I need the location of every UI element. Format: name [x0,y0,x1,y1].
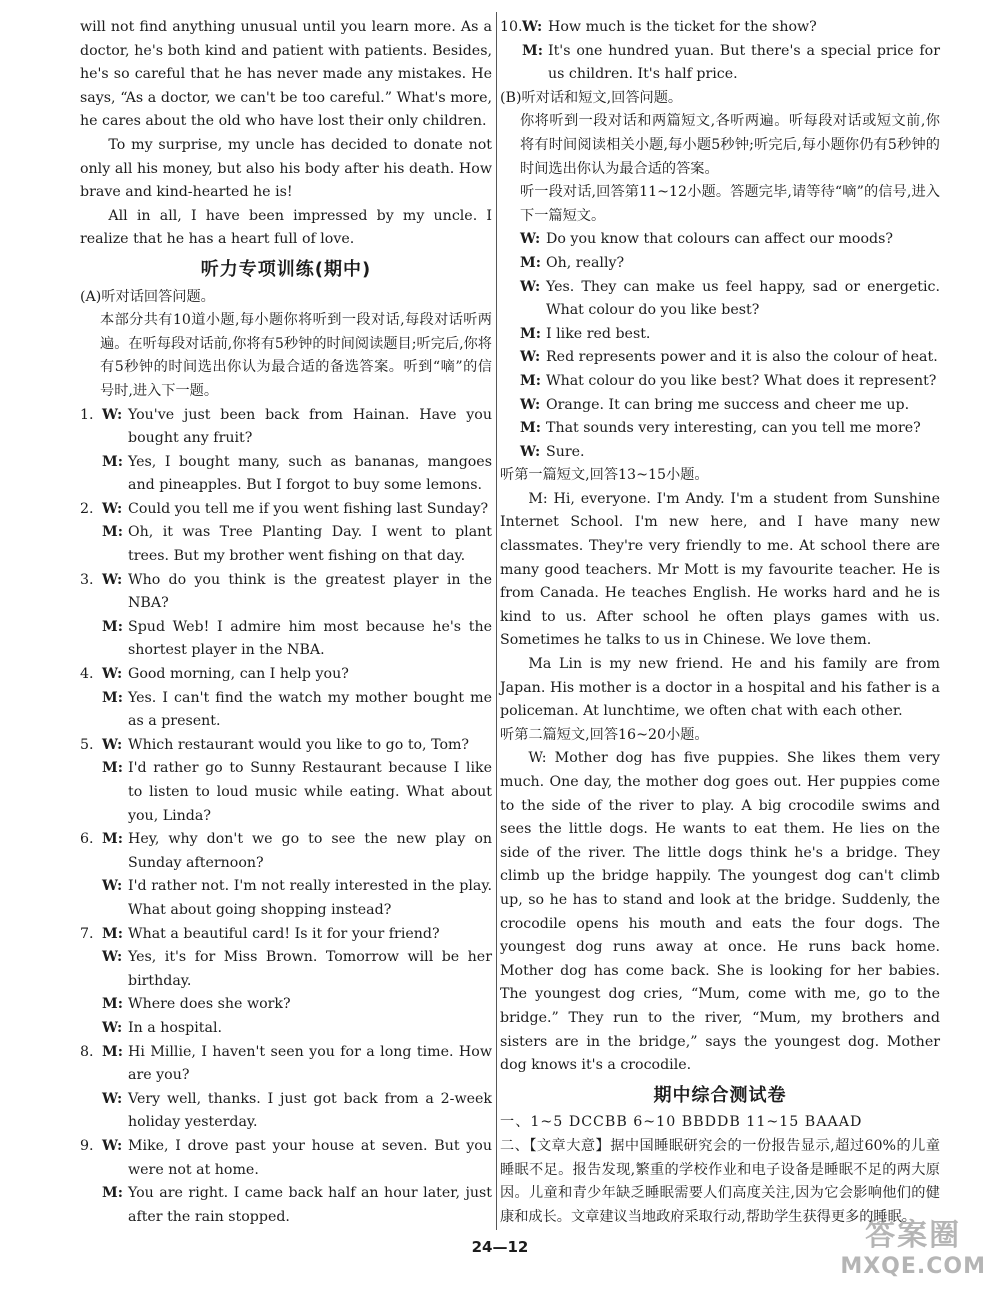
conversation-text: Red represents power and it is also the colour of heat. [546,349,938,366]
left-column [80,16,492,1229]
dialogue-line [80,687,492,734]
speaker-label: M: [102,453,123,470]
speaker-label: M: [520,372,541,389]
dialogue-line [80,875,492,922]
dialogue-line [80,404,492,451]
conversation-intro: 听一段对话,回答第11~12小题。答题完毕,请等待“嘀”的信号,进入下一篇短文。 [520,184,940,224]
dialogue-text: Which restaurant would you like to go to, Tom? [128,736,470,753]
dialogue-text: Hey, why don't we go to see the new play on Sunday afternoon? [128,831,492,871]
dialogue-text: I'd rather not. I'm not really interested in the play. What about going shopping instead? [128,878,492,918]
passage1-intro: 听第一篇短文,回答13~15小题。 [500,467,709,484]
dialogue-text: Mike, I drove past your house at seven. But you were not at home. [128,1137,492,1178]
speaker-label: W: [102,571,123,588]
conversation-line [520,417,940,441]
speaker-label: W: [520,443,541,460]
right-column [500,16,940,1229]
dialogue-text: You've just been back from Hainan. Have you bought any fruit? [128,406,492,447]
watermark-logo [840,1210,986,1279]
conversation-line [520,323,940,347]
part-b-heading: (B)听对话和短文,回答问题。 [500,89,683,106]
dialogue-line [80,569,492,616]
section-title: 听力专项训练(期中) [200,258,372,280]
essay-paragraph: All in all, I have been impressed by my uncle. I realize that he has a heart full of love. [80,207,492,248]
dialogue-text: Good morning, can I help you? [128,666,349,683]
conversation-line [520,394,940,418]
speaker-label: W: [102,666,123,683]
speaker-label: W: [520,396,541,413]
watermark-line1: 答案圈 [865,1218,962,1253]
dialogue-line [80,923,492,947]
speaker-label: W: [520,231,541,248]
dialogue-text: What a beautiful card! Is it for your friend? [128,925,440,942]
speaker-label: M: [520,254,541,271]
dialogue-text: You are right. I came back half an hour later, just after the rain stopped. [128,1185,492,1225]
conversation-line [520,346,940,370]
conversation-line [520,228,940,252]
dialogue-list [80,404,492,1230]
dialogue-line [80,663,492,687]
question-number: 3. [80,571,94,588]
speaker-label: M: [520,325,541,342]
speaker-label: W: [102,949,123,966]
dialogue-text: Where does she work? [128,996,291,1013]
speaker-label: W: [522,19,543,35]
essay-paragraph: To my surprise, my uncle has decided to donate not only all his money, but also his body after his death. How brave and kind-hearted he is! [80,136,492,201]
passage2-paragraph: W: Mother dog has five puppies. She likes them very much. One day, the mother dog goes out. Her puppies come to the side of the river to play. A big crocodile swims and sees the little dogs. He wants to eat them. He lies on the side of the river. The little dogs think he's a bridge. They climb up the bridge happily. The youngest dog can't climb up, so he has to stand and look at the bridge. Suddenly, the crocodile opens his mouth and eats the four dogs. The youngest dog runs away at once. He runs back home. Mother dog has come back. She is looking for her babies. The youngest dog cries, “Mum, come with me, go to the bridge.” They run to the river, “Mum, my brothers and sisters are in the bridge,” says the youngest dog. Mother dog knows it's a crocodile. [500,750,940,1074]
conversation-line [520,252,940,276]
conversation-line [520,276,940,323]
question-number: 9. [80,1137,94,1154]
speaker-label: M: [102,760,123,777]
speaker-label: M: [102,524,123,541]
dialogue-line [80,451,492,498]
dialogue-text: Oh, it was Tree Planting Day. I went to plant trees. But my brother went fishing on that day. [128,524,492,565]
speaker-label: W: [102,406,123,423]
dialogue-text: Who do you think is the greatest player in the NBA? [128,571,492,612]
speaker-label: M: [102,1043,123,1060]
passage1-paragraph: M: Hi, everyone. I'm Andy. I'm a student from Sunshine Internet School. I'm new here, and I have many new classmates. They're very friendly to me. At school there are many good teachers. Mr Mott is my favourite teacher. He is from Canada. He teaches English. He works hard and he is kind to us. After school he often plays games with us. Sometimes he talks to us in Chinese. We love them. [500,490,940,649]
speaker-label: W: [102,500,123,517]
speaker-label: M: [102,1185,123,1202]
dialogue-line [80,1017,492,1041]
question-number: 4. [80,666,94,683]
dialogue-line [80,734,492,758]
section2-text: 据中国睡眠研究会的一份报告显示,超过60%的儿童睡眠不足。报告发现,繁重的学校作业和电子设备是睡眠不足的两大原因。儿童和青少年缺乏睡眠需要人们高度关注,因为它会影响他们的健康和成长。文章建议当地政府采取行动,帮助学生获得更多的睡眠。 [500,1137,941,1225]
section2-label: 二、【文章大意】 [500,1137,611,1154]
speaker-label: W: [102,736,123,753]
question-number: 6. [80,831,94,848]
dialogue-text: Hi Millie, I haven't seen you for a long time. How are you? [128,1043,492,1084]
speaker-label: W: [102,1019,123,1036]
dialogue-line [80,616,492,663]
dialogue-line [80,946,492,993]
dialogue-text: Yes, it's for Miss Brown. Tomorrow will be her birthday. [128,949,492,989]
dialogue-text: Spud Web! I admire him most because he's the shortest player in the NBA. [128,618,492,659]
dialogue-line [80,1182,492,1229]
dialogue-line [80,1135,492,1182]
question-number: 8. [80,1043,94,1060]
passage1-paragraph: Ma Lin is my new friend. He and his family are from Japan. His mother is a doctor in a hospital and his father is a policeman. At lunchtime, we often chat with each other. [500,656,940,720]
dialogue-line [80,828,492,875]
question-number: 2. [80,500,94,517]
dialogue-text: Could you tell me if you went fishing last Sunday? [128,500,489,517]
question-number: 10. [500,19,523,35]
passage2-intro: 听第二篇短文,回答16~20小题。 [500,726,709,743]
question-number: 5. [80,736,94,753]
answers-line: 一、1~5 DCCBB 6~10 BBDDB 11~15 BAAAD [500,1114,863,1131]
part-b-instructions: 你将听到一段对话和两篇短文,各听两遍。听每段对话或短文前,你将有时间阅读相关小题,每小题5秒钟;听完后,每小题你仍有5秒钟的时间选出你认为最合适的答案。 [520,113,940,177]
part-a-heading: (A)听对话回答问题。 [80,288,215,305]
dialogue-line [80,1088,492,1135]
speaker-label: W: [102,1137,123,1154]
speaker-label: W: [102,1090,123,1107]
dialogue-text: Yes. I can't find the watch my mother bought me as a present. [128,689,492,730]
dialogue-line [80,1041,492,1088]
question-number: 1. [80,406,94,423]
dialogue-text: I'd rather go to Sunny Restaurant because I like to listen to loud music while eating. What about you, Linda? [128,760,492,824]
question-number: 7. [80,925,94,942]
conversation-text: That sounds very interesting, can you tell me more? [546,420,921,437]
page-number: 24—12 [471,1238,529,1256]
conversation-text: What colour do you like best? What does it represent? [546,372,937,389]
dialogue-text: In a hospital. [128,1019,223,1036]
speaker-label: M: [102,689,123,706]
dialogue-line [80,498,492,522]
speaker-label: M: [102,831,123,848]
exam-title: 期中综合测试卷 [653,1084,787,1106]
dialogue-line [80,757,492,828]
part-a-instructions: 本部分共有10道小题,每小题你将听到一段对话,每段对话听两遍。在听每段对话前,你将有5秒钟的时间阅读题目;听完后,你将有5秒钟的时间选出你认为最合适的备选答案。听到“嘀”的信号时,进入下一题。 [100,312,492,399]
speaker-label: M: [522,42,543,59]
watermark-line2: MXQE.COM [840,1254,986,1279]
conversation-text: Yes. They can make us feel happy, sad or energetic. What colour do you like best? [546,278,940,319]
dialogue-line [500,40,940,87]
conversation-text: Oh, really? [546,254,625,271]
conversation-text: Do you know that colours can affect our moods? [546,231,893,248]
dialogue-line [80,993,492,1017]
speaker-label: W: [520,278,541,295]
speaker-label: M: [520,420,541,437]
conversation-line [520,370,940,394]
speaker-label: M: [102,618,123,635]
dialogue-text: Yes, I bought many, such as bananas, mangoes and pineapples. But I forgot to buy some lemons. [128,453,492,494]
dialogue-line [500,16,940,40]
dialogue-line [80,521,492,568]
speaker-label: W: [520,349,541,366]
column-divider [496,12,497,1230]
conversation-text: I like red best. [546,325,651,342]
conversation-line [520,441,940,465]
conversation-text: Orange. It can bring me success and cheer me up. [546,396,910,413]
dialogue-text: How much is the ticket for the show? [548,19,817,35]
conversation-text: Sure. [546,443,585,460]
conversation-lines [500,228,940,464]
dialogue-10 [500,16,940,87]
speaker-label: W: [102,878,123,895]
dialogue-text: Very well, thanks. I just got back from a 2-week holiday yesterday. [128,1090,492,1131]
dialogue-text: It's one hundred yuan. But there's a special price for us children. It's half price. [548,42,940,83]
speaker-label: M: [102,996,123,1013]
speaker-label: M: [102,925,123,942]
essay-paragraph: will not find anything unusual until you learn more. As a doctor, he's both kind and patient with patients. Besides, he's so careful that he has never made any mistakes. He says, “As a doctor, we can't be too careful.” What's more, he cares about the old who have lost their only children. [80,19,492,130]
